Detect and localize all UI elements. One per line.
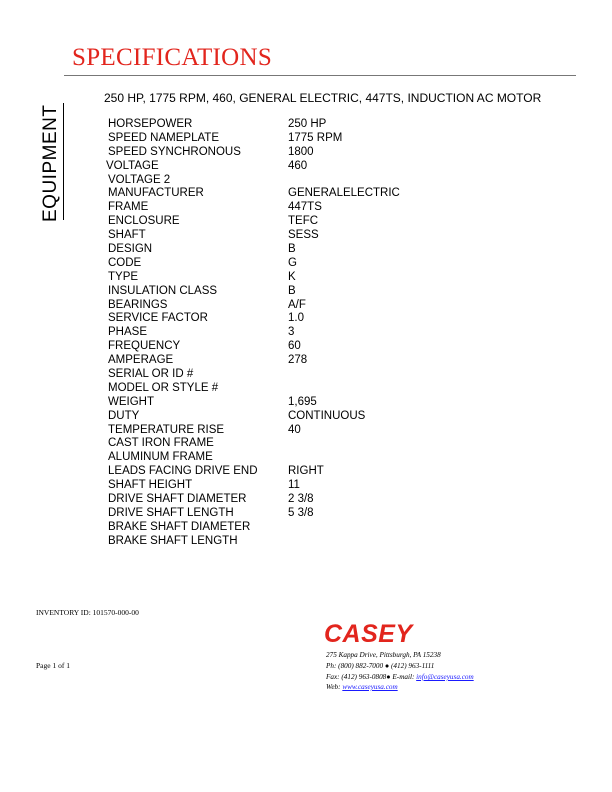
spec-row (108, 535, 400, 549)
spec-label: SERIAL OR ID # (108, 368, 194, 381)
spec-value: 447TS (288, 201, 322, 214)
spec-label: ALUMINUM FRAME (108, 451, 213, 464)
spec-row (108, 465, 400, 479)
spec-row (108, 451, 400, 465)
spec-row (108, 285, 400, 299)
spec-row (108, 437, 400, 451)
spec-label: FREQUENCY (108, 340, 181, 353)
spec-label: SPEED SYNCHRONOUS (108, 145, 241, 158)
spec-value: GENERALELECTRIC (288, 187, 400, 200)
spec-row (108, 493, 400, 507)
spec-value: 278 (288, 354, 308, 367)
spec-value: A/F (288, 298, 306, 311)
spec-table (108, 118, 400, 549)
spec-label: MANUFACTURER (108, 187, 204, 200)
spec-label: CODE (108, 256, 142, 269)
equipment-side-label: EQUIPMENT (40, 104, 61, 222)
web-link[interactable]: www.caseyusa.com (342, 683, 398, 691)
spec-row (108, 160, 400, 174)
spec-row (108, 368, 400, 382)
spec-label: BEARINGS (108, 298, 168, 311)
spec-label: AMPERAGE (108, 354, 174, 367)
spec-row (108, 507, 400, 521)
spec-label: MODEL OR STYLE # (108, 381, 219, 394)
spec-row (108, 410, 400, 424)
spec-label: HORSEPOWER (108, 118, 193, 130)
spec-label: BRAKE SHAFT DIAMETER (108, 520, 251, 533)
company-web (326, 683, 398, 691)
inventory-id: INVENTORY ID: 101570-000-00 (36, 608, 139, 617)
spec-value: 250 HP (288, 118, 327, 130)
spec-label: FRAME (108, 201, 149, 214)
spec-value: 1.0 (288, 312, 304, 325)
spec-value: CONTINUOUS (288, 409, 366, 422)
spec-row (108, 201, 400, 215)
spec-row (108, 174, 400, 188)
side-label-rule (63, 103, 64, 220)
spec-row (108, 187, 400, 201)
spec-label: LEADS FACING DRIVE END (108, 465, 258, 478)
spec-value: K (288, 270, 296, 283)
spec-label: INSULATION CLASS (108, 284, 218, 297)
spec-row (108, 146, 400, 160)
company-fax-email (326, 673, 474, 681)
spec-value: TEFC (288, 215, 319, 228)
spec-row (108, 271, 400, 285)
spec-label: TEMPERATURE RISE (108, 423, 225, 436)
spec-row (108, 479, 400, 493)
spec-label: PHASE (108, 326, 147, 339)
spec-value: 1775 RPM (288, 131, 343, 144)
spec-row (108, 340, 400, 354)
company-phone: Ph: (800) 882-7000 ● (412) 963-1111 (326, 662, 435, 670)
spec-row (108, 396, 400, 410)
email-link[interactable]: info@caseyusa.com (416, 673, 474, 681)
web-label: Web: (326, 683, 343, 691)
spec-value: B (288, 243, 296, 256)
spec-row (108, 326, 400, 340)
spec-label: DRIVE SHAFT LENGTH (108, 506, 234, 519)
spec-label: ENCLOSURE (108, 215, 180, 228)
spec-label: SERVICE FACTOR (108, 312, 208, 325)
spec-row (108, 229, 400, 243)
spec-label: CAST IRON FRAME (108, 437, 214, 450)
spec-value: 460 (288, 159, 308, 172)
spec-value: 60 (288, 340, 301, 353)
spec-row (108, 424, 400, 438)
spec-label: DRIVE SHAFT DIAMETER (108, 493, 247, 506)
spec-label: VOLTAGE 2 (108, 173, 171, 186)
spec-value: 3 (288, 326, 295, 339)
spec-value: 1,695 (288, 395, 317, 408)
title-divider (64, 75, 576, 76)
spec-value: 11 (288, 479, 300, 492)
spec-row (108, 354, 400, 368)
equipment-summary: 250 HP, 1775 RPM, 460, GENERAL ELECTRIC, 447TS, INDUCTION AC MOTOR (104, 91, 542, 105)
spec-row (108, 215, 400, 229)
spec-row (108, 243, 400, 257)
spec-label: TYPE (108, 270, 139, 283)
spec-row (108, 299, 400, 313)
spec-row (108, 312, 400, 326)
spec-label: DESIGN (108, 243, 153, 256)
spec-value: RIGHT (288, 465, 324, 478)
fax-label: Fax: (412) 963-0808● E-mail: (326, 673, 417, 681)
spec-row (108, 118, 400, 132)
spec-value: B (288, 284, 296, 297)
page-title: SPECIFICATIONS (72, 44, 273, 71)
company-address: 275 Kappa Drive, Pittsburgh, PA 15238 (326, 651, 441, 659)
page-number: Page 1 of 1 (36, 661, 70, 670)
spec-label: VOLTAGE (106, 159, 159, 172)
spec-value: 2 3/8 (288, 493, 314, 506)
spec-row (108, 382, 400, 396)
spec-label: WEIGHT (108, 395, 154, 408)
spec-value: 1800 (288, 145, 314, 158)
spec-label: BRAKE SHAFT LENGTH (108, 534, 238, 547)
spec-row (108, 257, 400, 271)
casey-logo: CASEY (324, 620, 413, 648)
spec-label: SPEED NAMEPLATE (108, 131, 219, 144)
spec-label: SHAFT (108, 229, 146, 242)
spec-value: G (288, 256, 297, 269)
spec-label: SHAFT HEIGHT (108, 479, 193, 492)
spec-row (108, 132, 400, 146)
spec-value: 5 3/8 (288, 506, 314, 519)
spec-row (108, 521, 400, 535)
spec-label: DUTY (108, 409, 140, 422)
spec-value: SESS (288, 229, 319, 242)
spec-value: 40 (288, 423, 301, 436)
